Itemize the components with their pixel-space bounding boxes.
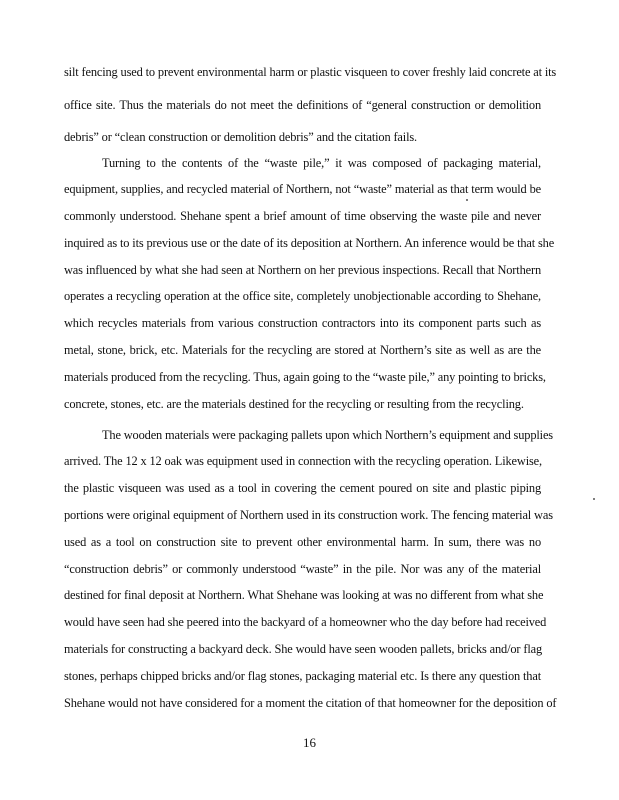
text-line: commonly understood. Shehane spent a brief amount of time observing the waste pile and never <box>64 209 541 223</box>
text-line: materials produced from the recycling. Thus, again going to the “waste pile,” any pointing to bricks, <box>64 370 546 384</box>
text-line: equipment, supplies, and recycled material of Northern, not “waste” material as that term would be <box>64 182 541 196</box>
text-line: was influenced by what she had seen at Northern on her previous inspections. Recall that Northern <box>64 263 541 277</box>
scan-speck <box>593 498 595 500</box>
text-line: which recycles materials from various construction contractors into its component parts such as <box>64 316 541 330</box>
text-line: arrived. The 12 x 12 oak was equipment used in connection with the recycling operation. Likewise, <box>64 454 542 468</box>
text-line: debris” or “clean construction or demolition debris” and the citation fails. <box>64 130 417 144</box>
text-line: operates a recycling operation at the office site, completely unobjectionable according to Shehane, <box>64 289 541 303</box>
text-line: materials for constructing a backyard deck. She would have seen wooden pallets, bricks and/or flag <box>64 642 543 656</box>
text-line: silt fencing used to prevent environmental harm or plastic visqueen to cover freshly laid concrete at its <box>64 65 557 79</box>
text-line: “construction debris” or commonly understood “waste” in the pile. Nor was any of the material <box>64 562 541 576</box>
text-line: used as a tool on construction site to prevent other environmental harm. In sum, there was no <box>64 535 541 549</box>
text-line: metal, stone, brick, etc. Materials for the recycling are stored at Northern’s site as well as are the <box>64 343 541 357</box>
page-number: 16 <box>303 735 316 750</box>
text-line: concrete, stones, etc. are the materials destined for the recycling or resulting from the recycling. <box>64 397 524 411</box>
paragraph-first-line: Turning to the contents of the “waste pile,” it was composed of packaging material, <box>102 156 541 170</box>
text-line: destined for final deposit at Northern. What Shehane was looking at was no different from what she <box>64 588 544 602</box>
text-line: office site. Thus the materials do not meet the definitions of “general construction or demolition <box>64 98 541 112</box>
text-line: inquired as to its previous use or the date of its deposition at Northern. An inference would be that she <box>64 236 555 250</box>
text-line: the plastic visqueen was used as a tool in covering the cement poured on site and plastic piping <box>64 481 541 495</box>
text-line: portions were original equipment of Northern used in its construction work. The fencing material was <box>64 508 553 522</box>
paragraph-first-line: The wooden materials were packaging pallets upon which Northern’s equipment and supplies <box>102 428 553 442</box>
scan-speck <box>466 199 468 201</box>
text-line: stones, perhaps chipped bricks and/or flag stones, packaging material etc. Is there any question that <box>64 669 541 683</box>
text-line: Shehane would not have considered for a moment the citation of that homeowner for the deposition of <box>64 696 557 710</box>
text-line: would have seen had she peered into the backyard of a homeowner who the day before had received <box>64 615 547 629</box>
